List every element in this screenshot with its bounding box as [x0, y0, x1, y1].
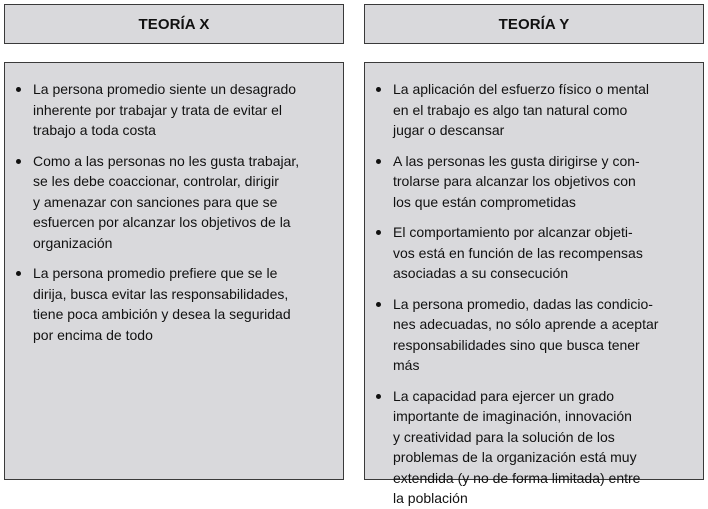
theory-x-header — [4, 4, 344, 44]
theory-x-list — [5, 63, 343, 345]
theory-y-header — [364, 4, 704, 44]
theory-y-title: TEORÍA Y — [498, 15, 570, 33]
item-line: Como a las personas no les gusta trabajar, — [33, 152, 300, 169]
item-line: tiene poca ambición y desea la seguridad — [33, 306, 291, 322]
item-line: problemas de la organización está muy — [393, 449, 637, 465]
item-line: jugar o descansar — [393, 122, 505, 138]
item-line: vos está en función de las recompensas — [393, 244, 643, 261]
item-line: La persona promedio prefiere que se le — [33, 265, 278, 281]
list-item — [365, 222, 689, 284]
item-line: por encima de todo — [33, 326, 153, 343]
item-line: se les debe coaccionar, controlar, dirigir — [33, 173, 279, 189]
theory-y-list — [365, 63, 703, 509]
list-item — [5, 151, 329, 254]
item-line: La capacidad para ejercer un grado — [393, 387, 615, 404]
item-line: dirija, busca evitar las responsabilidades, — [33, 285, 289, 302]
item-line: asociadas a su consecución — [393, 265, 569, 281]
bullet-icon — [376, 159, 381, 164]
bullet-icon — [16, 87, 21, 92]
item-line: La aplicación del esfuerzo físico o mental — [393, 81, 650, 97]
theory-x-title: TEORÍA X — [138, 15, 210, 33]
list-item — [365, 79, 689, 141]
item-line: A las personas les gusta dirigirse y con- — [393, 152, 640, 169]
list-item — [365, 151, 689, 213]
item-line: y creatividad para la solución de los — [393, 428, 615, 445]
item-line: La persona promedio siente un desagrado — [33, 81, 297, 97]
item-line: trabajo a toda costa — [33, 122, 156, 138]
item-line: organización — [33, 234, 113, 251]
item-line: la población — [393, 490, 468, 506]
item-line: nes adecuadas, no sólo aprende a aceptar — [393, 316, 659, 332]
theory-x-panel — [4, 62, 344, 480]
bullet-icon — [16, 159, 21, 164]
list-item — [365, 294, 689, 376]
item-line: más — [393, 357, 420, 373]
item-line: responsabilidades sino que busca tener — [393, 336, 640, 353]
list-item — [5, 263, 329, 345]
list-item — [5, 79, 329, 141]
item-line: inherente por trabajar y trata de evitar el — [33, 101, 283, 118]
item-line: los que están comprometidas — [393, 193, 576, 210]
item-line: esfuercen por alcanzar los objetivos de la — [33, 214, 291, 230]
item-line: La persona promedio, dadas las condicio- — [393, 295, 653, 312]
bullet-icon — [376, 394, 381, 399]
item-line: importante de imaginación, innovación — [393, 408, 632, 424]
bullet-icon — [376, 302, 381, 307]
item-line: El comportamiento por alcanzar objeti- — [393, 224, 633, 240]
item-line: y amenazar con sanciones para que se — [33, 193, 278, 210]
list-item — [365, 386, 689, 509]
item-line: en el trabajo es algo tan natural como — [393, 101, 628, 118]
bullet-icon — [16, 271, 21, 276]
theory-y-panel — [364, 62, 704, 506]
bullet-icon — [376, 230, 381, 235]
item-line: extendida (y no de forma limitada) entre — [393, 469, 641, 486]
item-line: trolarse para alcanzar los objetivos con — [393, 173, 636, 189]
bullet-icon — [376, 87, 381, 92]
